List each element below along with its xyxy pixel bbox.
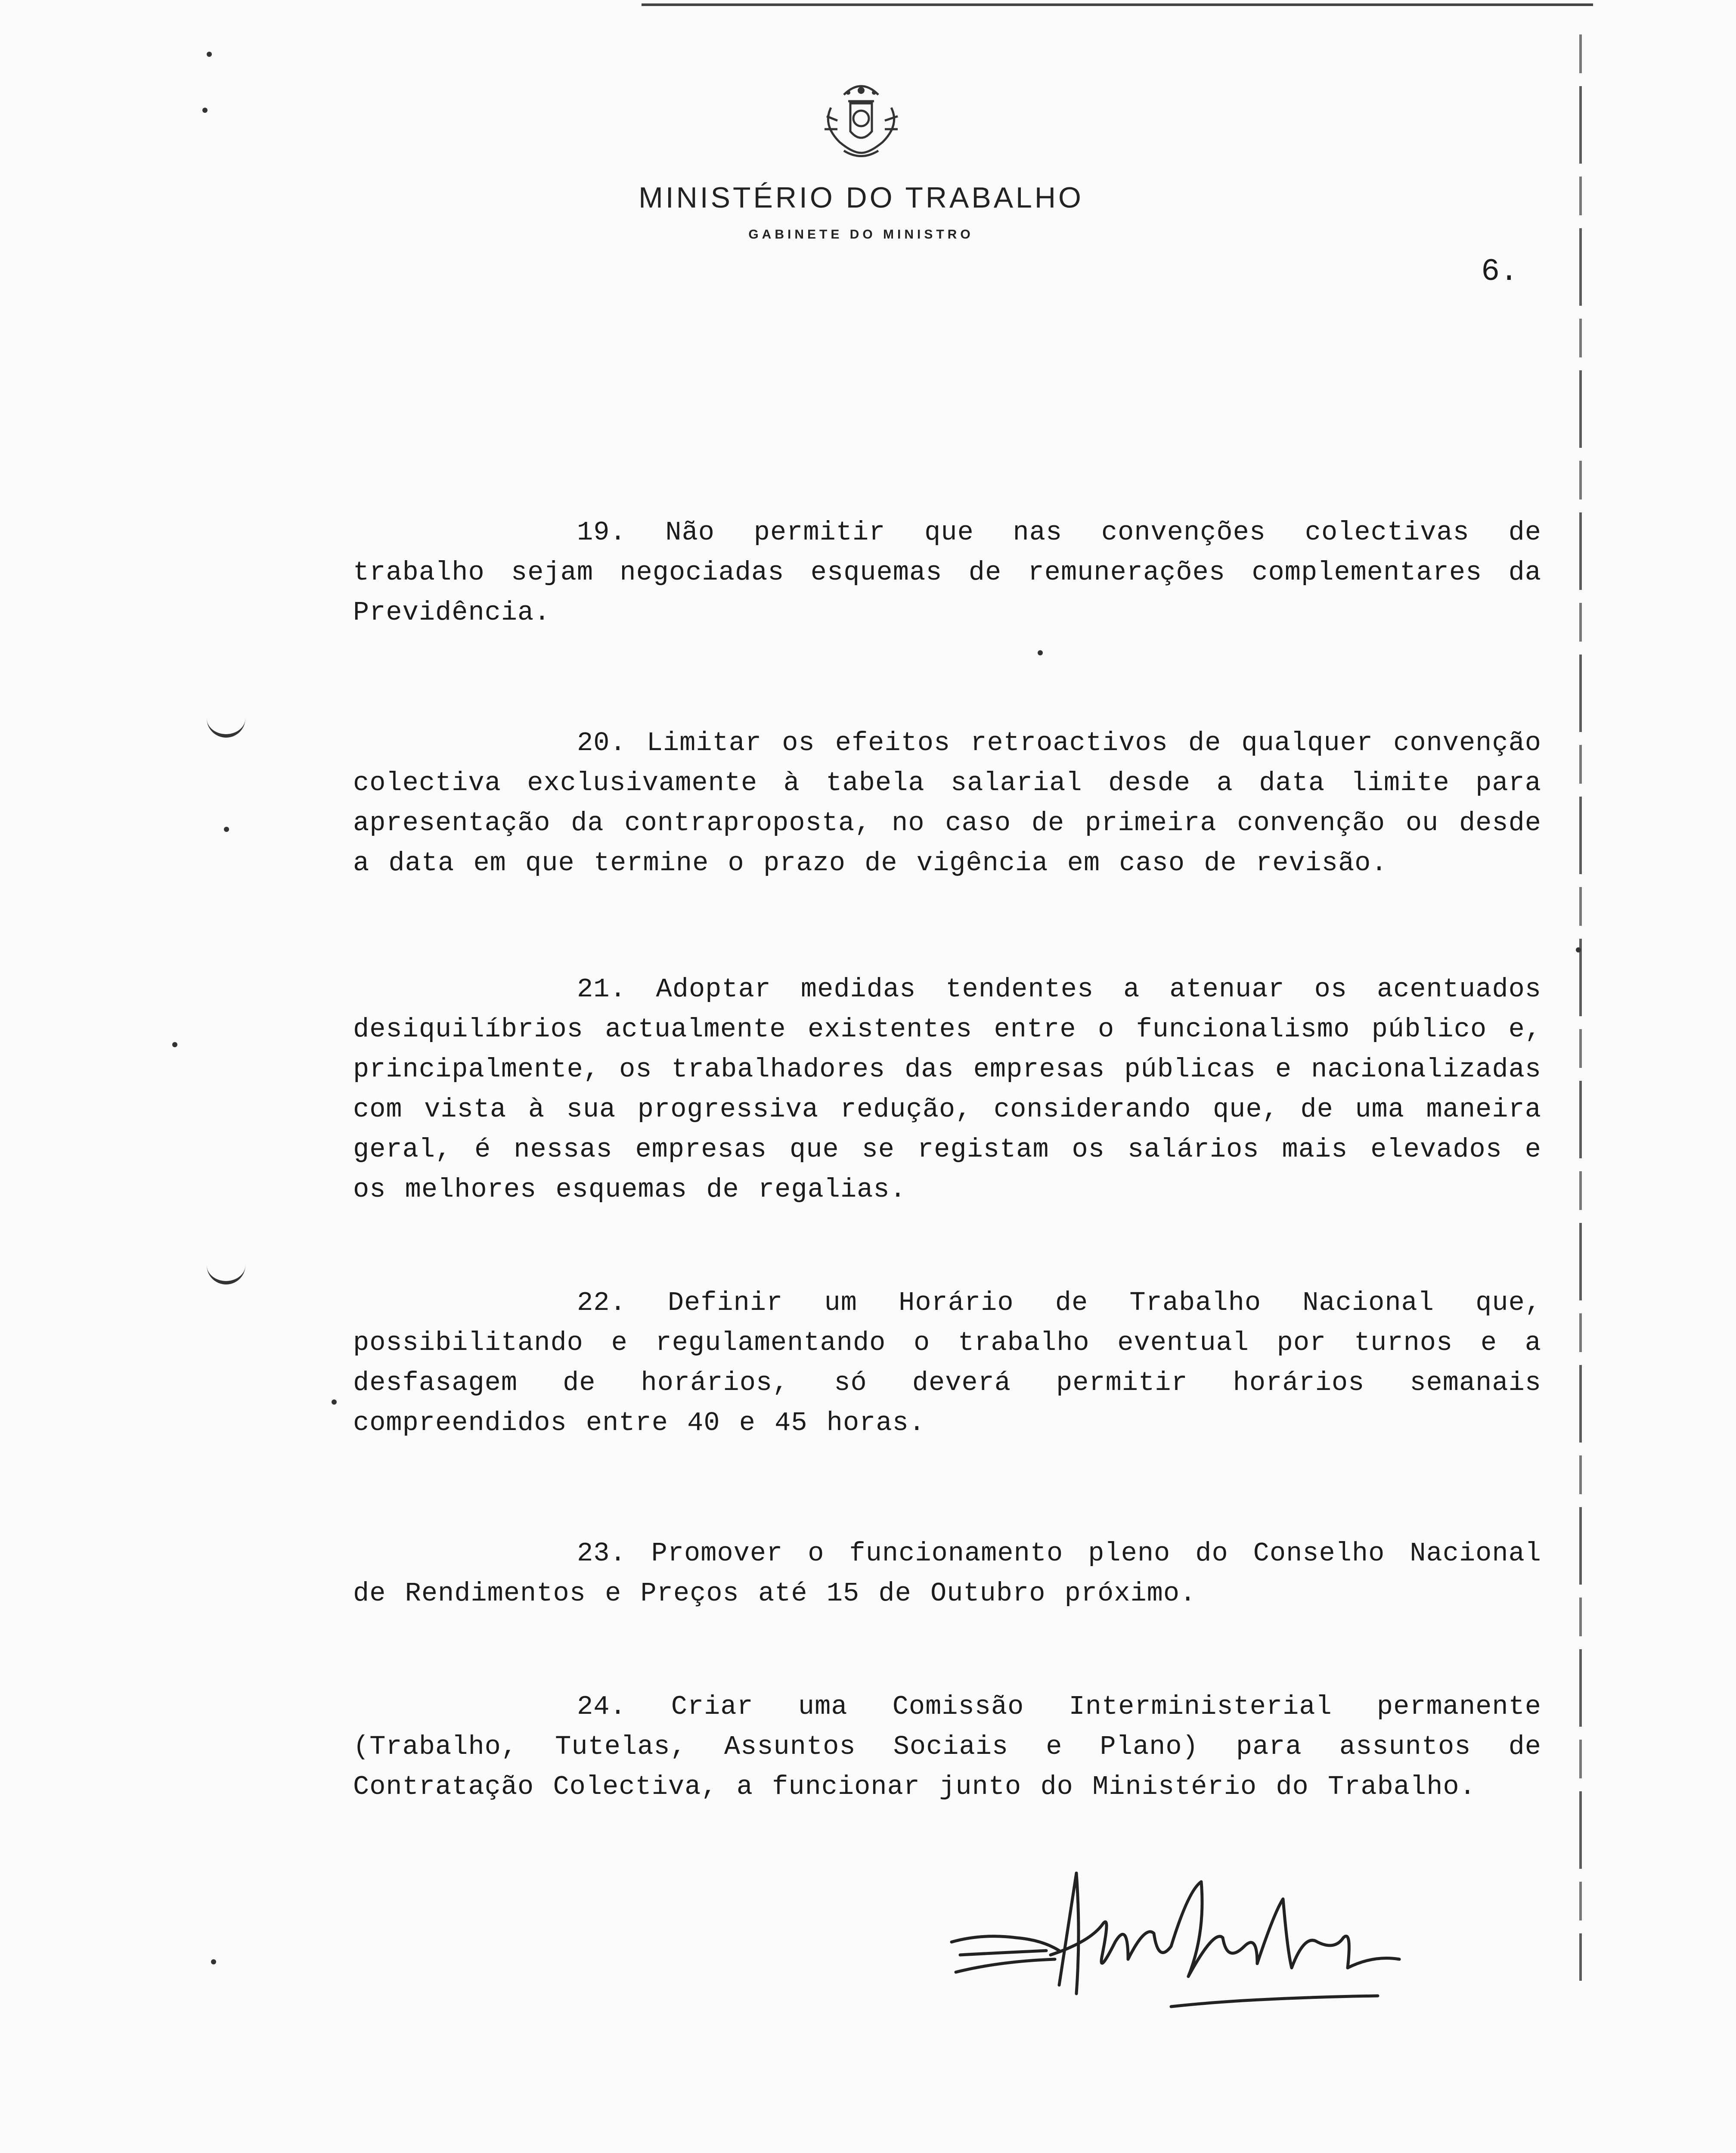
paragraph-23: 23. Promover o funcionamento pleno do Conselho Nacional de Rendimentos e Preços até 15 de Outubro próximo.: [353, 1538, 1541, 1609]
punch-hole-mark: [207, 715, 245, 738]
paragraph-20: 20. Limitar os efeitos retroactivos de qualquer convenção colectiva exclusivamente à tabela salarial desde a data limite para apresentação da contraproposta, no caso de primeira convenção ou desde a data em que termine o prazo de vigência em caso de revisão.: [353, 728, 1541, 878]
punch-hole-mark: [207, 1262, 245, 1284]
handwritten-signature: [947, 1847, 1421, 2028]
paragraph-22: 22. Definir um Horário de Trabalho Nacional que, possibilitando e regulamentando o trabalho eventual por turnos e a desfasagem de horários, só deverá permitir horários semanais compreendidos entre 40 e 45 horas.: [353, 1287, 1541, 1438]
paragraph-24: 24. Criar uma Comissão Interministerial permanente (Trabalho, Tutelas, Assuntos Sociais e Plano) para assuntos de Contratação Colectiva, a funcionar junto do Ministério do Trabalho.: [353, 1691, 1541, 1802]
scan-speck: [332, 1399, 337, 1405]
document-body: [353, 512, 1541, 1914]
paragraph-19: 19. Não permitir que nas convenções colectivas de trabalho sejam negociadas esquemas de remunerações complementares da Previdência.: [353, 517, 1541, 628]
scan-speck: [211, 1959, 216, 1964]
scan-speck: [207, 52, 212, 57]
scan-top-edge: [642, 3, 1593, 6]
coat-of-arms-icon: [814, 78, 908, 164]
cabinet-subtitle: GABINETE DO MINISTRO: [748, 227, 974, 242]
letterhead: [560, 78, 1162, 242]
scan-speck: [202, 108, 208, 113]
page-number: 6.: [1481, 254, 1519, 289]
scan-speck: [1576, 947, 1581, 952]
scan-speck: [172, 1042, 177, 1047]
scan-right-edge: [1579, 34, 1582, 1981]
paragraph-21: 21. Adoptar medidas tendentes a atenuar os acentuados desiquilíbrios actualmente existentes entre o funcionalismo público e, principalmente, os trabalhadores das empresas públicas e nacionalizadas com vista à sua progressiva redução, considerando que, de uma maneira geral, é nessas empresas que se registam os salários mais elevados e os melhores esquemas de regalias.: [353, 974, 1541, 1205]
ministry-title: MINISTÉRIO DO TRABALHO: [639, 181, 1084, 214]
scan-speck: [224, 827, 229, 832]
